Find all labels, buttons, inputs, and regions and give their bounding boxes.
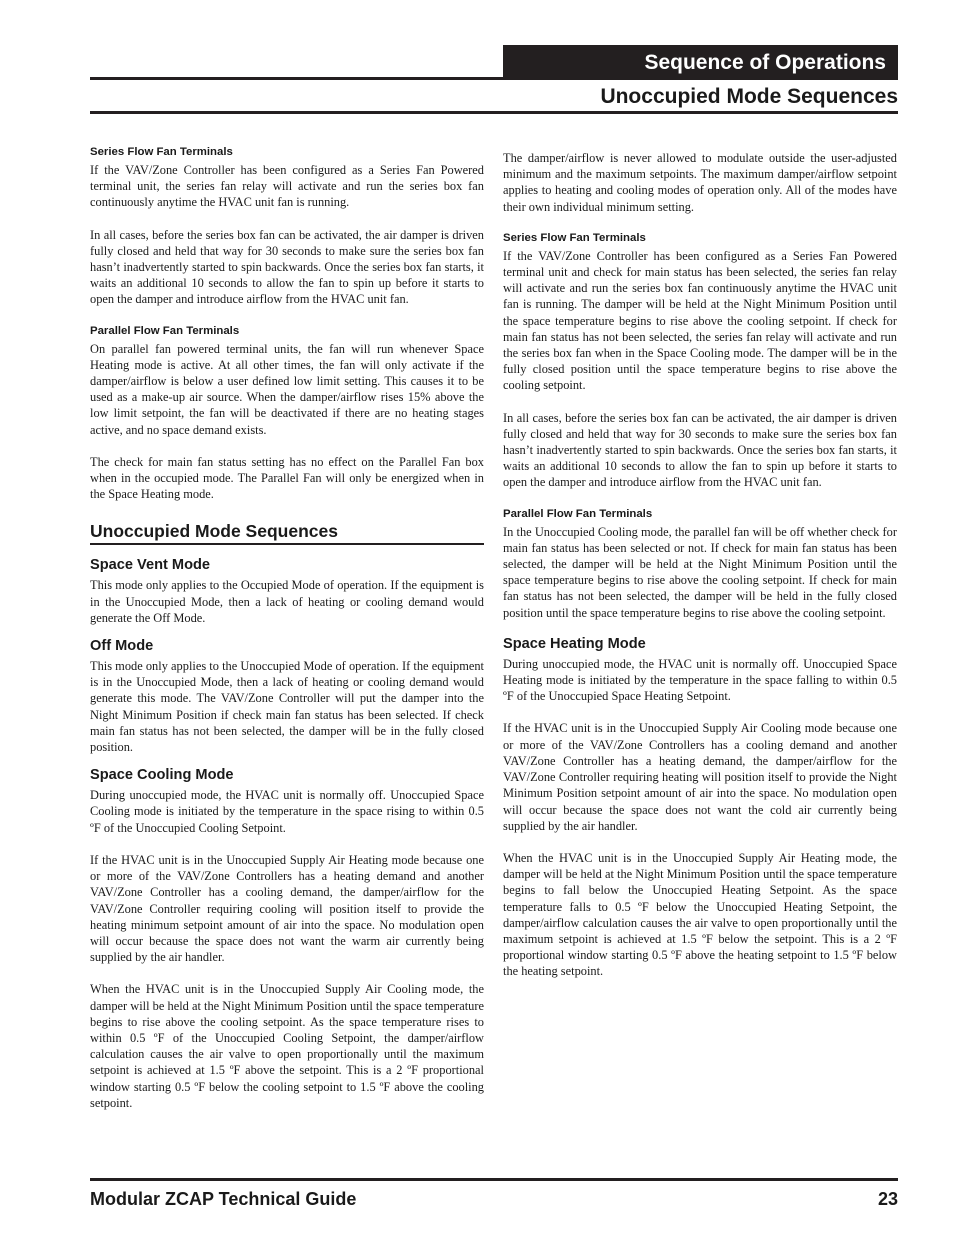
header-title: Sequence of Operations <box>644 51 886 74</box>
right-series-paragraph-2: In all cases, before the series box fan can be activated, the air damper is driven fully closed and held that way for 30 seconds to make sure the series box fan hasn’t inadvertently started to spin backwards. Once the series box fan starts, it waits an additional 10 seconds to allow the fan to spin up before it starts to open the damper and introduce airflow from the HVAC unit fan. <box>503 410 897 490</box>
right-parallel-heading: Parallel Flow Fan Terminals <box>503 507 653 520</box>
off-mode-paragraph: This mode only applies to the Unoccupied Mode of operation. If the equipment is in the Unoccupied Mode, then a lack of heating or cooling demand would generate this mode. The VAV/Zone Controller will put the damper into the Night Minimum Position if check main fan status has been selected. If check main fan status has not been selected, the damper will be in the fully closed position. <box>90 659 484 755</box>
left-series-paragraph-2: In all cases, before the series box fan can be activated, the air damper is driven fully closed and held that way for 30 seconds to make sure the series box fan hasn’t inadvertently started to spin backwards. Once the series box fan starts, it waits an additional 10 seconds to allow the fan to spin up before it starts to open the damper and introduce airflow from the HVAC unit fan. <box>90 227 484 307</box>
right-series-paragraph-1: If the VAV/Zone Controller has been configured as a Series Fan Powered terminal unit and check for main status has been selected, the series fan relay will activate and run the series box fan continuously anytime the HVAC unit fan is running. The damper will be held at the Night Minimum Position until the space temperature begins to rise above the cooling setpoint. If check for main fan status has not been selected, the series fan relay will activate and run the series box fan when in the Space Cooling mode. The damper will be in the fully closed position until the space temperature begins to rise above the cooling setpoint. <box>503 248 897 393</box>
left-column <box>90 145 484 1111</box>
cooling-mode-heading: Space Cooling Mode <box>90 767 234 784</box>
cooling-mode-paragraph-3: When the HVAC unit is in the Unoccupied Supply Air Cooling mode, the damper will be held at the Night Minimum Position until the space temperature begins to rise above the cooling setpoint. As the space temperature rises to within 0.5 ºF of the Unoccupied Cooling Setpoint, the damper/airflow calculation causes the air valve to open proportionally until the maximum setpoint is achieved at 1.5 ºF above the setpoint. This is a 2 ºF proportional window starting 0.5 ºF below the cooling setpoint to 1.5 ºF above the cooling setpoint. <box>90 982 484 1110</box>
header-rule-top <box>90 77 898 80</box>
left-parallel-paragraph-2: The check for main fan status setting has no effect on the Parallel Fan box when in the occupied mode. The Parallel Fan will only be energized when in the Space Heating mode. <box>90 454 484 502</box>
cooling-mode-paragraph-1: During unoccupied mode, the HVAC unit is normally off. Unoccupied Space Cooling mode is initiated by the temperature in the space rising to within 0.5 ºF of the Unoccupied Cooling Setpoint. <box>90 788 484 835</box>
left-series-paragraph-1: If the VAV/Zone Controller has been configured as a Series Fan Powered terminal unit, the series fan relay will activate and run the series box fan continuously anytime the HVAC unit fan is running. <box>90 163 484 210</box>
right-parallel-paragraph-1: In the Unoccupied Cooling mode, the parallel fan will be off whether check for main fan status has been selected or not. If check for main fan status has been selected, the damper will be held at the Night Minimum Position until the space temperature begins to rise above the cooling setpoint. If check for main fan status has not been selected, the damper will be held in the fully closed position until the space temperature begins to rise above the cooling setpoint. <box>503 524 897 620</box>
heating-mode-paragraph-1: During unoccupied mode, the HVAC unit is normally off. Unoccupied Space Heating mode is initiated by the temperature in the space falling to within 0.5 ºF of the Unoccupied Space Heating Setpoint. <box>503 656 897 704</box>
right-intro-paragraph: The damper/airflow is never allowed to modulate outside the user-adjusted minimum and the maximum setpoints. The maximum damper/airflow setpoint applies to heating and cooling modes of operation only. All of the modes have their own individual minimum setting. <box>503 151 897 214</box>
right-column <box>503 150 897 980</box>
left-parallel-heading: Parallel Flow Fan Terminals <box>90 324 240 337</box>
vent-mode-heading: Space Vent Mode <box>90 557 211 574</box>
footer-rule <box>90 1178 898 1181</box>
header-title-box <box>503 45 898 78</box>
footer-guide-title: Modular ZCAP Technical Guide <box>90 1189 357 1209</box>
header-subtitle: Unoccupied Mode Sequences <box>600 85 898 108</box>
heating-mode-heading: Space Heating Mode <box>503 635 646 652</box>
heating-mode-paragraph-3: When the HVAC unit is in the Unoccupied Supply Air Heating mode, the damper will be held at the Night Minimum Position until the space temperature begins to fall below the Unoccupied Heating Setpoint. As the space temperature falls to 0.5 ºF below the Unoccupied Heating Setpoint, the damper/airflow calculation causes the air valve to open proportionally until the maximum setpoint is achieved at 1.5 ºF below the setpoint. This is a 2 ºF proportional window starting 0.5 ºF above the heating setpoint to 1.5 ºF below the heating setpoint. <box>503 850 897 979</box>
footer-page-number: 23 <box>877 1189 898 1209</box>
section-heading-unoccupied: Unoccupied Mode Sequences <box>90 520 484 545</box>
left-parallel-paragraph-1: On parallel fan powered terminal units, the fan will run whenever Space Heating mode is active. At all other times, the fan will only activate if the damper/airflow is below a user defined low limit setting. This causes it to be used as a make-up air source. When the damper/airflow rises 15% above the low limit setpoint, the fan will be deactivated if there are no heating stages active, and no space demand exists. <box>90 341 484 437</box>
off-mode-heading: Off Mode <box>90 638 154 655</box>
cooling-mode-paragraph-2: If the HVAC unit is in the Unoccupied Supply Air Heating mode because one or more of the VAV/Zone Controllers has a heating demand and another VAV/Zone Controller has a cooling demand, the damper/airflow for the VAV/Zone Controller requiring cooling will position itself to provide the heating minimum setpoint amount of air into the space. No modulation open will occur because the space does not want the warm air currently being supplied by the air handler. <box>90 852 484 965</box>
right-series-heading: Series Flow Fan Terminals <box>503 231 646 244</box>
heating-mode-paragraph-2: If the HVAC unit is in the Unoccupied Supply Air Cooling mode because one or more of the VAV/Zone Controllers has a cooling demand and another VAV/Zone Controller has a heating demand, the damper/airflow for the VAV/Zone Controller requiring heating will position itself to provide the Night Minimum Position setpoint amount of air into the space. No modulation open will occur because the space does not want the cold air currently being supplied by the air handler. <box>503 721 897 833</box>
header-rule-bottom <box>90 111 898 114</box>
vent-mode-paragraph: This mode only applies to the Occupied Mode of operation. If the equipment is in the Unoccupied Mode, then a lack of heating or cooling demand would generate the Off Mode. <box>90 578 484 625</box>
left-series-heading: Series Flow Fan Terminals <box>90 146 233 158</box>
